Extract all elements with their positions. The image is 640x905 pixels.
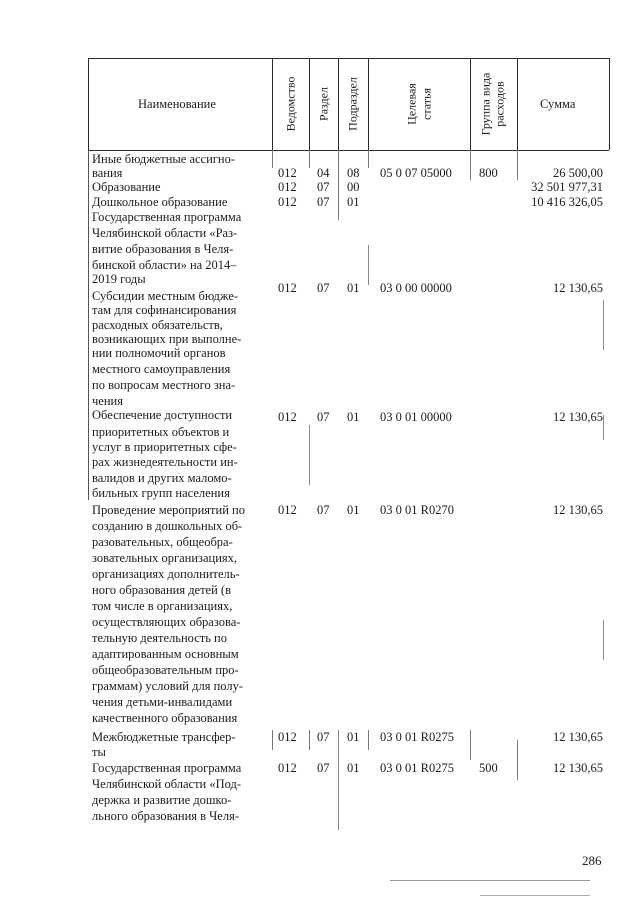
- name-line: Обеспечение доступности: [92, 408, 233, 422]
- name-line: услуг в приоритетных сфе-: [92, 440, 237, 454]
- name-line: там для софинансирования: [92, 303, 237, 317]
- body-border-2c: [309, 730, 310, 750]
- cell-department: 012: [278, 761, 297, 775]
- name-line: адаптированным основным: [92, 647, 239, 661]
- cell-department: 012: [278, 410, 297, 424]
- cell-section: 07: [317, 761, 330, 775]
- body-border-1a: [272, 150, 273, 168]
- name-line: по вопросам местного зна-: [92, 378, 236, 392]
- name-line: ты: [92, 745, 106, 759]
- body-border-left: [88, 150, 89, 500]
- cell-amount: 10 416 326,05: [531, 195, 603, 209]
- cell-target-article: 03 0 01 00000: [380, 410, 452, 424]
- header-target-article-1: Целевая: [404, 83, 419, 125]
- name-line: льного образования в Челя-: [92, 809, 239, 823]
- name-line: местного самоуправления: [92, 362, 231, 376]
- name-line: витие образования в Челя-: [92, 242, 234, 256]
- body-border-4b: [368, 245, 369, 285]
- body-border-right-b: [603, 415, 604, 440]
- col-border-6: [517, 58, 518, 150]
- name-line: держка и развитие дошко-: [92, 793, 232, 807]
- cell-department: 012: [278, 503, 297, 517]
- cell-subsection: 01: [347, 281, 360, 295]
- header-amount: Сумма: [540, 97, 576, 111]
- name-line: общеобразовательным про-: [92, 663, 239, 677]
- cell-department: 012: [278, 166, 297, 180]
- cell-section: 07: [317, 503, 330, 517]
- name-line: расходных обязательств,: [92, 318, 223, 332]
- table-top-border: [88, 58, 609, 59]
- cell-target-article: 03 0 00 00000: [380, 281, 452, 295]
- cell-subsection: 01: [347, 730, 360, 744]
- cell-subsection: 08: [347, 166, 360, 180]
- cell-amount: 32 501 977,31: [531, 180, 603, 194]
- page-number: 286: [582, 853, 602, 868]
- cell-amount: 12 130,65: [553, 503, 603, 517]
- header-bottom-border: [88, 150, 609, 151]
- name-line: граммам) условий для полу-: [92, 679, 243, 693]
- cell-amount: 12 130,65: [553, 281, 603, 295]
- cell-subsection: 01: [347, 410, 360, 424]
- name-line: ного образования детей (в: [92, 583, 231, 597]
- name-line: вания: [92, 166, 123, 180]
- header-target-article-2: статья: [419, 88, 434, 120]
- header-expense-group-2: расходов: [492, 81, 507, 127]
- cell-subsection: 00: [347, 180, 360, 194]
- cell-amount: 26 500,00: [553, 166, 603, 180]
- cell-amount: 12 130,65: [553, 761, 603, 775]
- body-border-1b: [272, 730, 273, 750]
- cell-section: 07: [317, 180, 330, 194]
- cell-target-article: 03 0 01 R0275: [380, 761, 454, 775]
- cell-section: 07: [317, 730, 330, 744]
- body-border-3a: [338, 150, 339, 220]
- name-line: Государственная программа: [92, 761, 242, 775]
- name-line: Субсидии местным бюдже-: [92, 289, 239, 303]
- cell-section: 07: [317, 281, 330, 295]
- name-line: созданию в дошкольных об-: [92, 519, 243, 533]
- cell-amount: 12 130,65: [553, 410, 603, 424]
- name-line: Иные бюджетные ассигно-: [92, 152, 236, 166]
- cell-section: 07: [317, 195, 330, 209]
- name-line: Межбюджетные трансфер-: [92, 730, 236, 744]
- body-border-4c: [368, 730, 369, 750]
- name-line: нии полномочий органов: [92, 346, 226, 360]
- body-border-right-c: [603, 620, 604, 660]
- name-line: валидов и других маломо-: [92, 471, 232, 485]
- name-line: чения детьми-инвалидами: [92, 695, 233, 709]
- cell-expense-group: 800: [479, 166, 498, 180]
- name-line: Челябинской области «Под-: [92, 777, 242, 791]
- name-line: бинской области» на 2014–: [92, 258, 237, 272]
- body-border-2b: [309, 425, 310, 485]
- cell-subsection: 01: [347, 195, 360, 209]
- name-line: осуществляющих образова-: [92, 615, 241, 629]
- body-border-4a: [368, 150, 369, 168]
- cell-section: 07: [317, 410, 330, 424]
- name-line: качественного образования: [92, 711, 238, 725]
- body-border-right-a: [603, 300, 604, 350]
- name-line: Дошкольное образование: [92, 195, 228, 209]
- name-line: Образование: [92, 180, 161, 194]
- col-border-left: [88, 58, 89, 150]
- cell-department: 012: [278, 281, 297, 295]
- name-line: Государственная программа: [92, 210, 242, 224]
- cell-target-article: 03 0 01 R0275: [380, 730, 454, 744]
- name-line: организациях дополнитель-: [92, 567, 240, 581]
- cell-target-article: 03 0 01 R0270: [380, 503, 454, 517]
- col-border-right: [609, 58, 610, 150]
- name-line: том числе в организациях,: [92, 599, 233, 613]
- name-line: Челябинской области «Раз-: [92, 226, 238, 240]
- header-subsection: Подраздел: [345, 77, 360, 131]
- cell-target-article: 05 0 07 05000: [380, 166, 452, 180]
- name-line: приоритетных объектов и: [92, 425, 230, 439]
- name-line: чения: [92, 394, 123, 408]
- header-department: Ведомство: [283, 76, 298, 132]
- name-line: рах жизнедеятельности ин-: [92, 455, 238, 469]
- cell-subsection: 01: [347, 503, 360, 517]
- cell-department: 012: [278, 730, 297, 744]
- body-border-5a: [470, 150, 471, 180]
- cell-amount: 12 130,65: [553, 730, 603, 744]
- name-line: 2019 годы: [92, 272, 146, 286]
- cell-department: 012: [278, 195, 297, 209]
- body-border-3b: [338, 730, 339, 830]
- name-line: Проведение мероприятий по: [92, 503, 245, 517]
- cell-section: 04: [317, 166, 330, 180]
- name-line: зовательных организациях,: [92, 551, 238, 565]
- header-section: Раздел: [316, 87, 331, 121]
- bottom-rule-1: [390, 880, 590, 881]
- cell-department: 012: [278, 180, 297, 194]
- name-line: тельную деятельность по: [92, 631, 227, 645]
- body-border-5b: [470, 730, 471, 760]
- name-line: разовательных, общеобра-: [92, 535, 233, 549]
- col-border-2: [309, 58, 310, 150]
- col-border-4: [368, 58, 369, 150]
- col-border-1: [272, 58, 273, 150]
- col-border-5: [470, 58, 471, 150]
- cell-expense-group: 500: [479, 761, 498, 775]
- header-name: Наименование: [138, 97, 216, 111]
- bottom-rule-2: [480, 895, 590, 896]
- body-border-2a: [309, 150, 310, 168]
- name-line: бильных групп населения: [92, 486, 230, 500]
- cell-subsection: 01: [347, 761, 360, 775]
- col-border-3: [338, 58, 339, 150]
- name-line: возникающих при выполне-: [92, 332, 242, 346]
- header-expense-group-1: Группа вида: [478, 72, 493, 136]
